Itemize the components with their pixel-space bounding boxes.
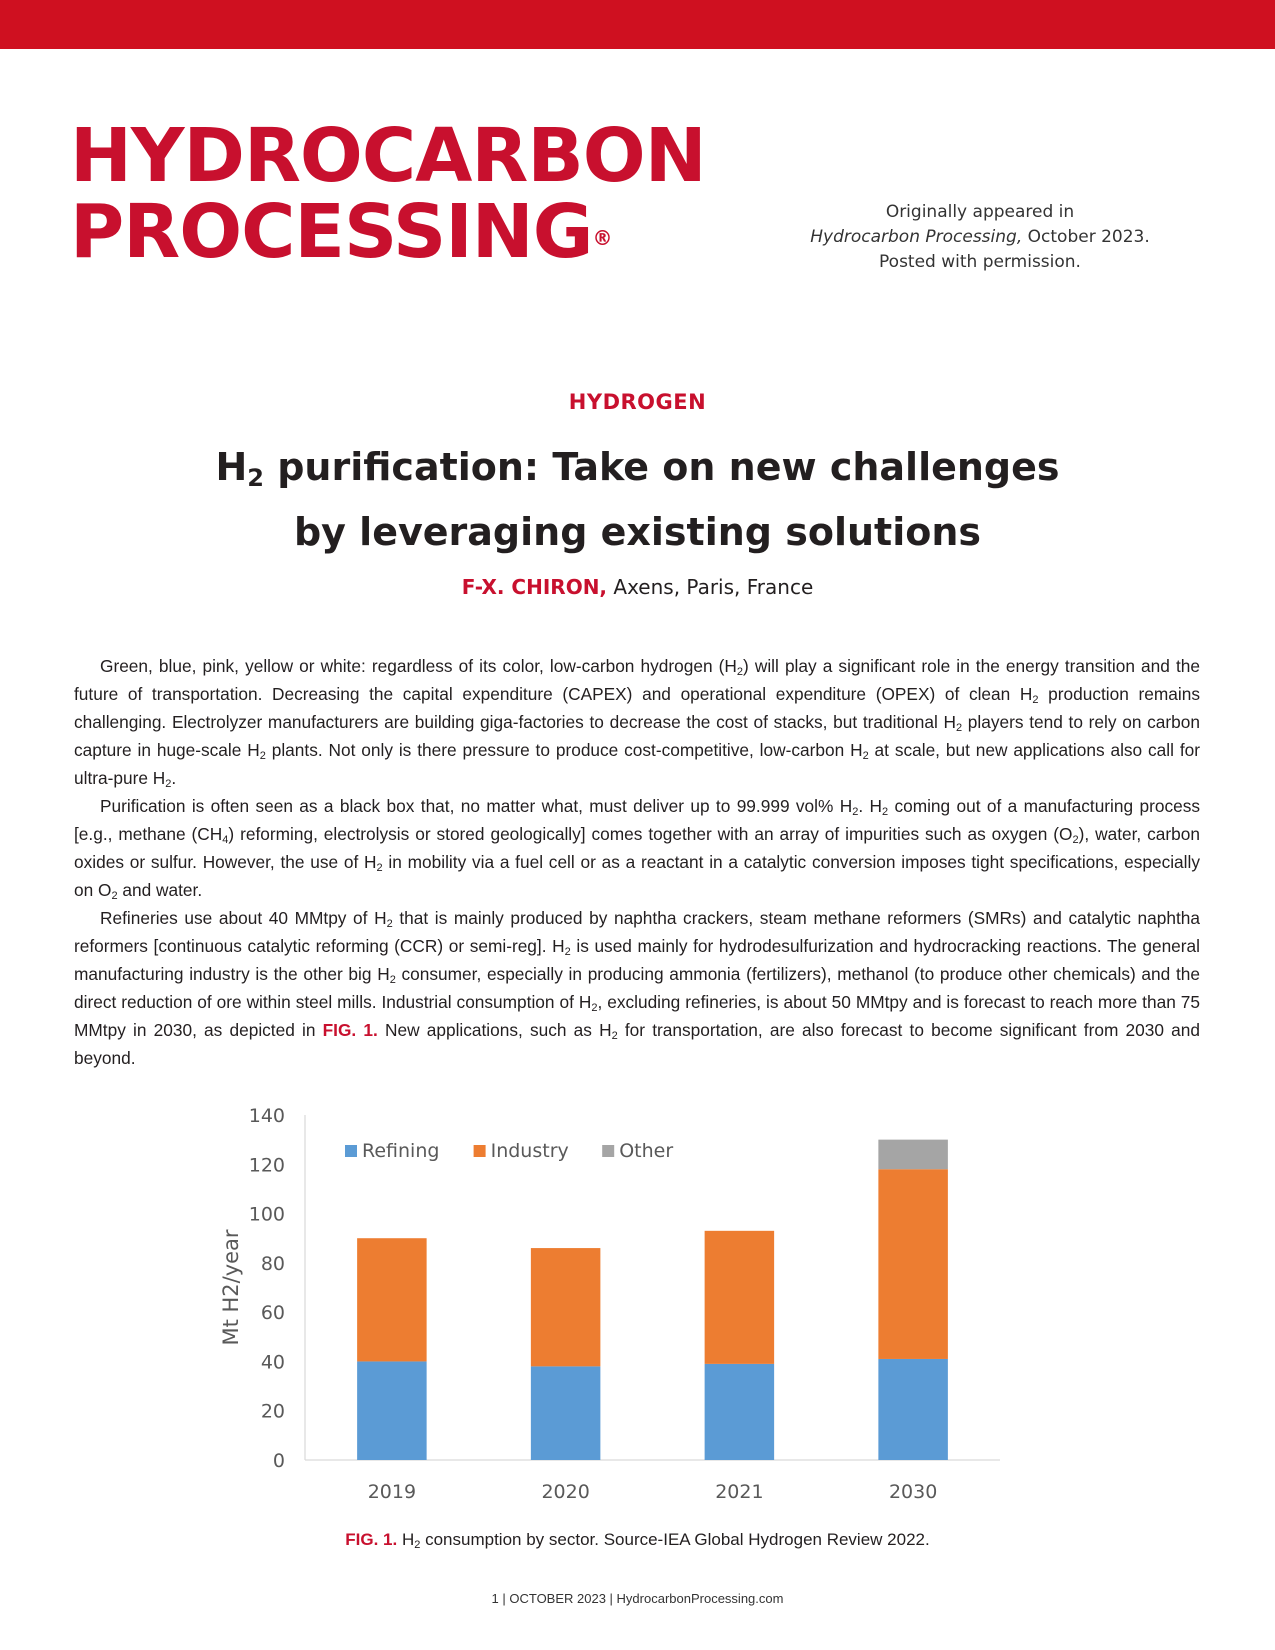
text: coming out of a manufacturing process [e.g., methane (CH <box>74 796 1200 844</box>
page-footer: 1 | OCTOBER 2023 | HydrocarbonProcessing.com <box>491 1591 784 1606</box>
subscript: 2 <box>389 974 396 986</box>
y-axis-label: Mt H2/year <box>219 1229 243 1346</box>
subscript: 2 <box>862 750 869 762</box>
title-line-2: by leveraging existing solutions <box>293 510 981 554</box>
article-body <box>74 652 1200 1072</box>
bar-industry-2020 <box>531 1248 601 1366</box>
text: Refineries use about 40 MMtpy of H <box>100 908 387 928</box>
title-line-1-text: purification: Take on new challenges <box>264 445 1060 489</box>
text: that is mainly produced by naphtha crackers, steam methane reformers (SMRs) and catalytic naphtha reformers [continuous catalytic reforming (CCR) or semi-reg]. H <box>74 908 1200 956</box>
text: New applications, such as H <box>377 1020 612 1040</box>
section-label: HYDROGEN <box>568 390 707 414</box>
text: Green, blue, pink, yellow or white: regardless of its color, low-carbon hydrogen (H <box>100 656 737 676</box>
bar-refining-2021 <box>705 1364 775 1460</box>
title-line-1 <box>140 440 1135 505</box>
subscript: 2 <box>564 946 571 958</box>
y-tick-label: 0 <box>272 1450 285 1472</box>
logo-line-2-text: PROCESSING <box>70 189 593 275</box>
logo-line-1: HYDROCARBON <box>70 113 706 199</box>
bar-industry-2019 <box>357 1238 427 1361</box>
y-tick-label: 60 <box>260 1302 285 1325</box>
bar-refining-2030 <box>878 1359 948 1460</box>
subscript: 2 <box>1032 694 1039 706</box>
text: players tend to rely on carbon capture in huge-scale H <box>74 712 1200 760</box>
text: and water. <box>117 880 203 900</box>
subscript: 2 <box>955 722 963 734</box>
subscript: 2 <box>376 862 383 874</box>
title-sub: 2 <box>247 464 264 492</box>
text: ), water, carbon oxides or sulfur. However, the use of H <box>74 824 1200 872</box>
text: ) reforming, electrolysis or stored geologically] comes together with an array of impurities such as oxygen (O <box>228 824 1073 844</box>
y-tick-label: 20 <box>260 1400 285 1423</box>
legend-label-industry: Industry <box>490 1140 569 1162</box>
affiliation: Axens, Paris, France <box>607 575 814 599</box>
subscript: 2 <box>611 1030 618 1042</box>
caption-fig-label: FIG. 1. <box>345 1530 398 1549</box>
text: . <box>171 768 177 788</box>
paragraph-1 <box>74 652 1200 792</box>
top-bar <box>0 0 1275 49</box>
x-tick-label: 2019 <box>367 1481 417 1503</box>
text: plants. Not only is there pressure to produce cost-competitive, low-carbon H <box>265 740 863 760</box>
author: F-X. CHIRON, <box>461 575 608 599</box>
bar-refining-2020 <box>531 1366 601 1460</box>
subscript: 2 <box>852 806 859 818</box>
caption-text: consumption by sector. Source-IEA Global Hydrogen Review 2022. <box>420 1530 930 1549</box>
text: consumer, especially in producing ammonia (fertilizers), methanol (to produce other chemicals) and the direct reduction of ore within steel mills. Industrial consumption of H <box>74 964 1200 1012</box>
legend-swatch-industry <box>474 1145 486 1157</box>
magazine-logo <box>70 113 706 275</box>
article-title <box>140 440 1135 559</box>
legend-label-other: Other <box>619 1140 674 1162</box>
appeared-line-1: Originally appeared in <box>885 202 1075 222</box>
y-tick-label: 100 <box>248 1203 285 1226</box>
text: . H <box>858 796 882 816</box>
text: production remains challenging. Electrolyzer manufacturers are building giga-factories to decrease the cost of stacks, but traditional H <box>74 684 1200 732</box>
subscript: 2 <box>736 666 744 678</box>
y-tick-label: 120 <box>248 1154 285 1177</box>
x-tick-label: 2030 <box>888 1481 938 1503</box>
text: at scale, but new applications also call for ultra-pure H <box>74 740 1200 788</box>
text: for transportation, are also forecast to become significant from 2030 and beyond. <box>74 1020 1200 1068</box>
caption-subscript: 2 <box>414 1539 421 1551</box>
text: , excluding refineries, is about 50 MMtpy and is forecast to reach more than 75 MMtpy in 2030, as depicted in <box>74 992 1200 1040</box>
appeared-line-2 <box>770 225 1190 250</box>
figure-caption <box>0 1530 1275 1551</box>
legend-swatch-refining <box>345 1145 357 1157</box>
appeared-magazine: Hydrocarbon Processing, <box>810 227 1023 247</box>
x-tick-label: 2020 <box>541 1481 590 1503</box>
legend-swatch-other <box>602 1145 614 1157</box>
h2-consumption-chart <box>210 1095 1070 1515</box>
paragraph-3 <box>74 904 1200 1072</box>
paragraph-2 <box>74 792 1200 904</box>
text: is used mainly for hydrodesulfurization and hydrocracking reactions. The general manufacturing industry is the other big H <box>74 936 1200 984</box>
appeared-line-3: Posted with permission. <box>879 252 1081 272</box>
subscript: 2 <box>165 778 172 790</box>
text: Purification is often seen as a black box that, no matter what, must deliver up to 99.999 vol% H <box>100 796 853 816</box>
subscript: 2 <box>259 750 266 762</box>
subscript: 2 <box>111 890 118 902</box>
caption-text: H <box>397 1530 415 1549</box>
bar-refining-2019 <box>357 1361 427 1460</box>
bar-industry-2030 <box>878 1169 948 1359</box>
y-tick-label: 80 <box>260 1252 285 1275</box>
fig-reference-link[interactable]: FIG. 1. <box>322 1020 378 1040</box>
subscript: 4 <box>222 834 229 846</box>
subscript: 2 <box>1072 834 1079 846</box>
legend-label-refining: Refining <box>362 1140 440 1162</box>
subscript: 2 <box>386 918 393 930</box>
bar-other-2030 <box>878 1140 948 1170</box>
appeared-notice <box>770 200 1190 275</box>
registered-mark: ® <box>592 226 612 250</box>
appeared-date: October 2023. <box>1022 227 1150 247</box>
text: in mobility via a fuel cell or as a reactant in a catalytic conversion imposes tight specifications, especially on O <box>74 852 1200 900</box>
text: ) will play a significant role in the energy transition and the future of transportation. Decreasing the capital expenditure (CAPEX) and operational expenditure (OPEX) of clean H <box>74 656 1200 704</box>
y-tick-label: 140 <box>248 1105 285 1127</box>
y-tick-label: 40 <box>260 1351 285 1374</box>
title-h: H <box>215 445 248 489</box>
logo-line-2 <box>70 189 706 275</box>
bar-industry-2021 <box>705 1231 775 1364</box>
x-tick-label: 2021 <box>715 1481 764 1503</box>
byline <box>0 575 1275 599</box>
subscript: 2 <box>881 806 889 818</box>
subscript: 2 <box>591 1002 598 1014</box>
